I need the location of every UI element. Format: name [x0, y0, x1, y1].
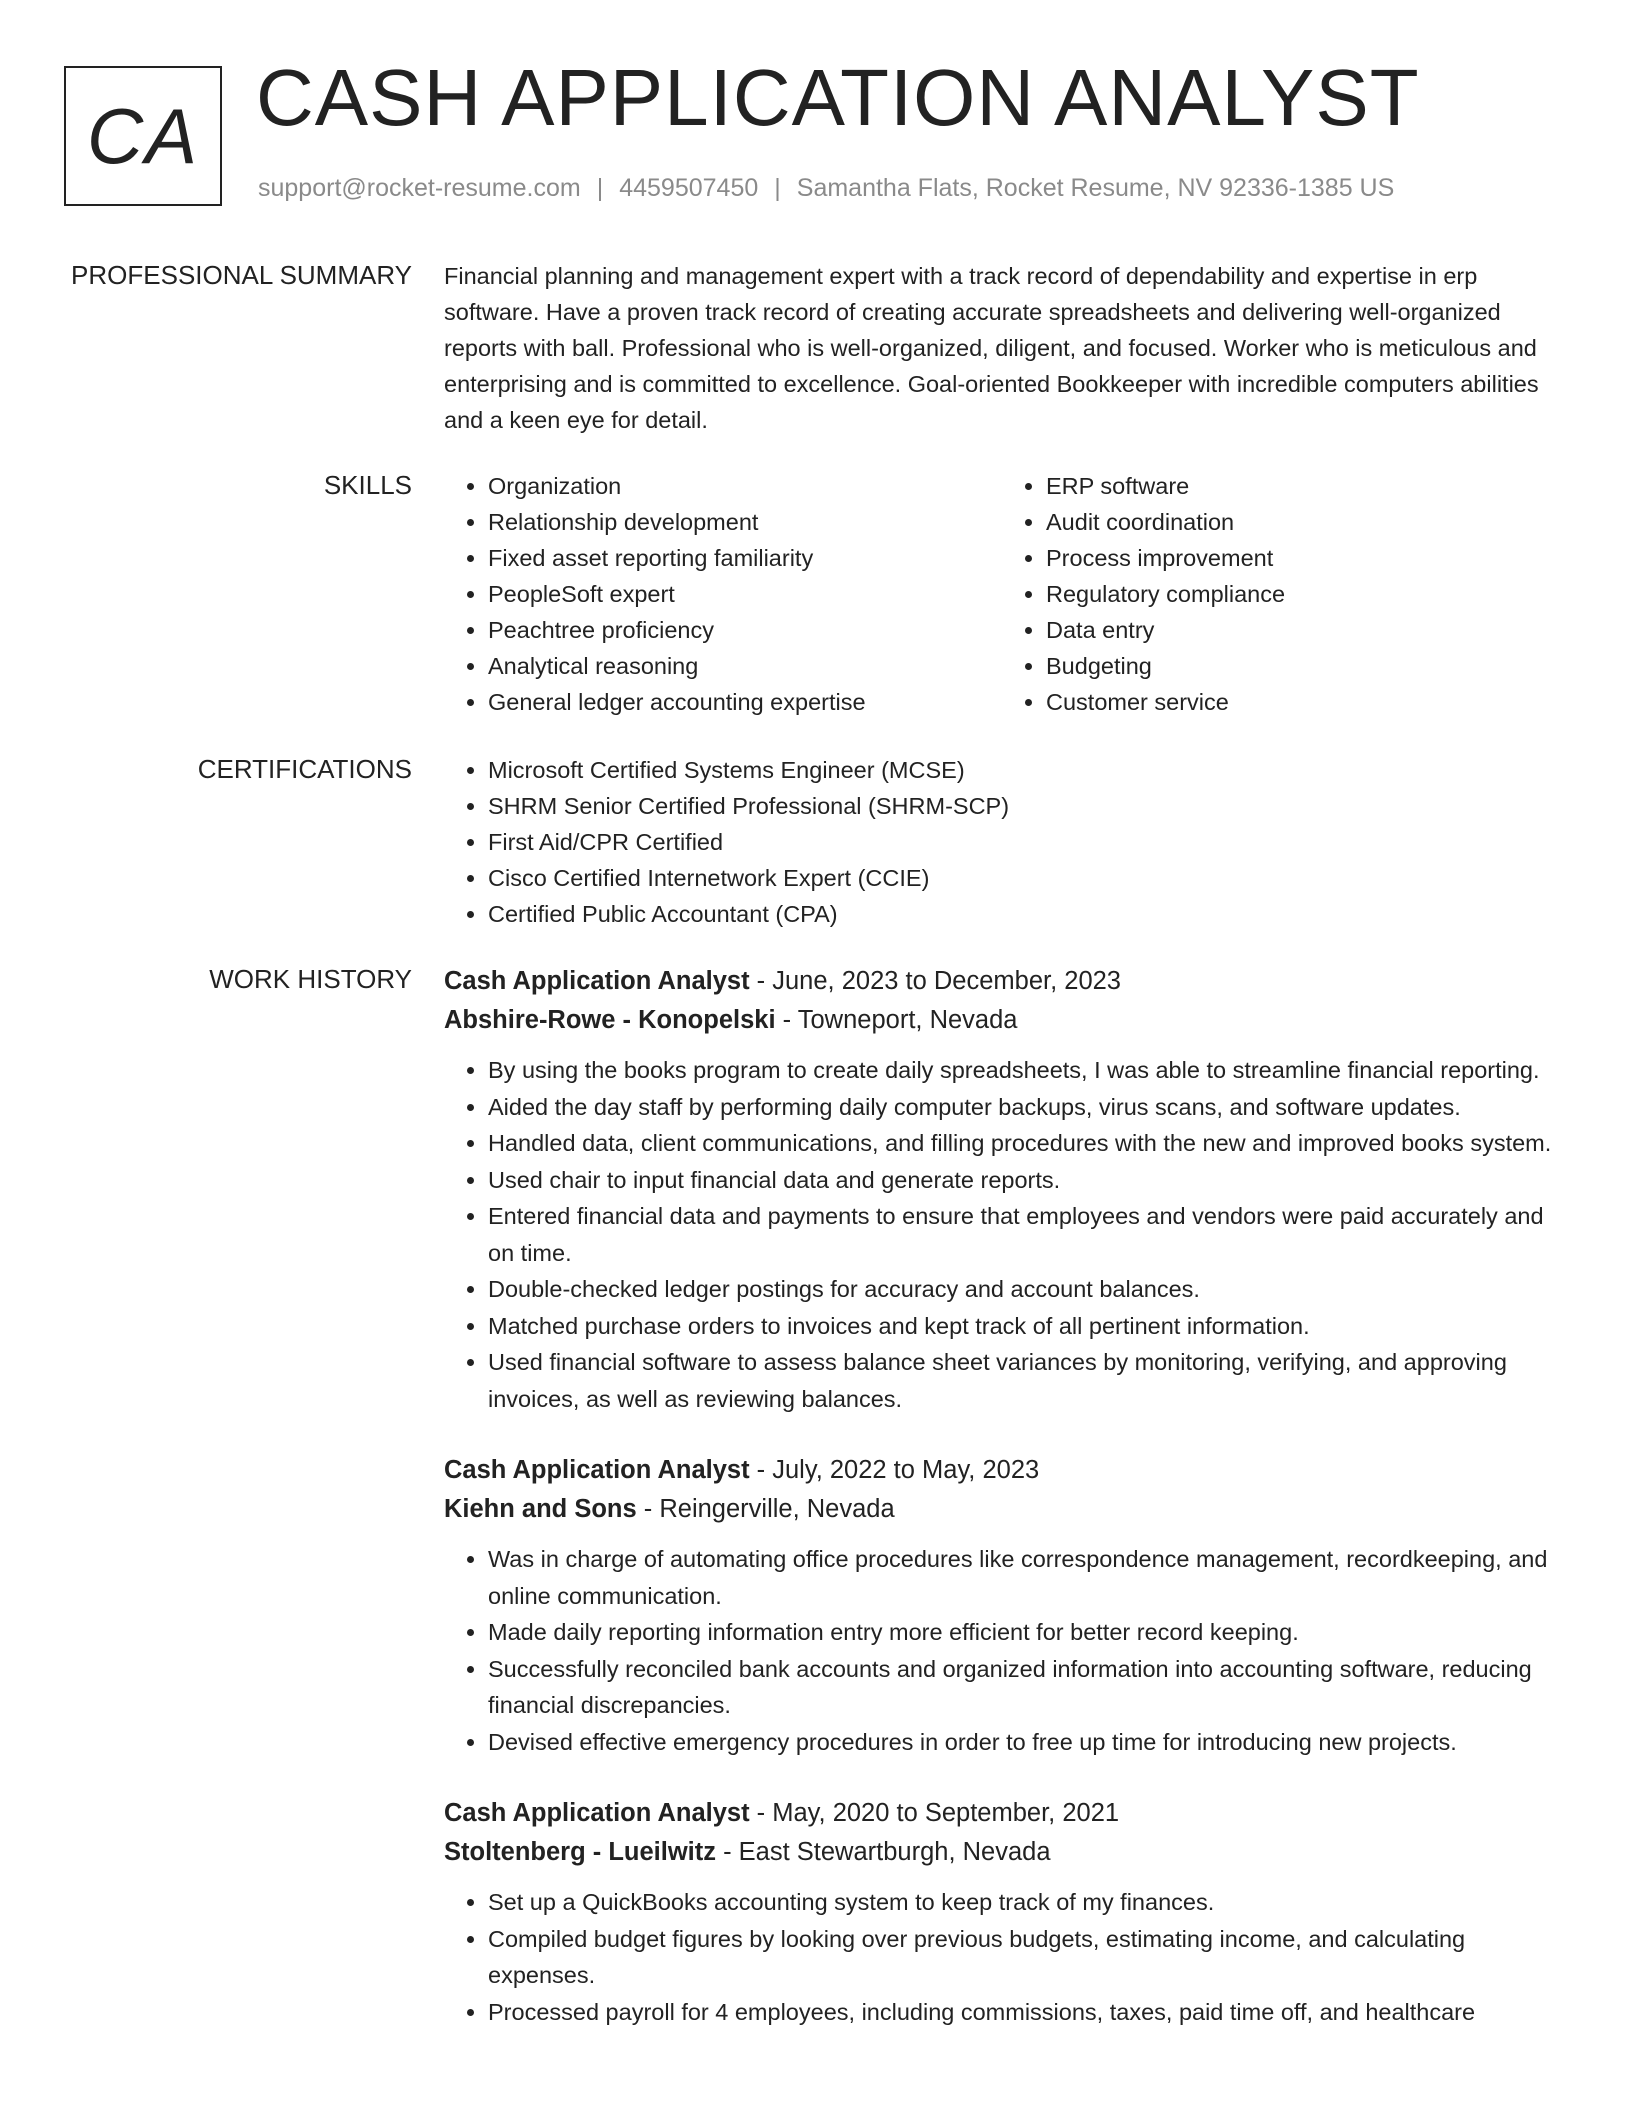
- list-item: • Cisco Certified Internetwork Expert (CCIE): [488, 860, 1560, 896]
- section-title-certifications: CERTIFICATIONS: [197, 754, 412, 784]
- list-item: • By using the books program to create daily spreadsheets, I was able to streamline financial reporting.: [488, 1052, 1560, 1089]
- job-title-line: [444, 962, 1560, 1001]
- contact-separator: |: [774, 174, 781, 202]
- list-item: • Devised effective emergency procedures in order to free up time for introducing new projects.: [488, 1724, 1560, 1761]
- list-item: • Customer service: [1046, 684, 1560, 720]
- section-title-skills: SKILLS: [323, 470, 412, 500]
- list-item: • Data entry: [1046, 612, 1560, 648]
- job-bullets: [444, 1541, 1560, 1760]
- list-item: • Handled data, client communications, and filling procedures with the new and improved books system.: [488, 1125, 1560, 1162]
- job-company: Stoltenberg - Lueilwitz: [444, 1838, 716, 1866]
- list-item: • Regulatory compliance: [1046, 576, 1560, 612]
- list-item: • Was in charge of automating office procedures like correspondence management, recordkeeping, and online communication.: [488, 1541, 1560, 1614]
- job-entry: [444, 1451, 1560, 1760]
- job-bullets: [444, 1884, 1560, 2030]
- certifications-body: [444, 752, 1560, 932]
- section-title-summary: PROFESSIONAL SUMMARY: [71, 260, 412, 290]
- page-title: CASH APPLICATION ANALYST: [256, 53, 1420, 142]
- job-role: Cash Application Analyst: [444, 1456, 750, 1484]
- list-item: • Matched purchase orders to invoices and kept track of all pertinent information.: [488, 1308, 1560, 1345]
- job-company: Kiehn and Sons: [444, 1495, 637, 1523]
- contact-email[interactable]: support@rocket-resume.com: [258, 174, 581, 202]
- list-item: • Used chair to input financial data and generate reports.: [488, 1162, 1560, 1199]
- list-item: • Compiled budget figures by looking over previous budgets, estimating income, and calculating expenses.: [488, 1921, 1560, 1994]
- job-bullets: [444, 1052, 1560, 1417]
- skills-body: [444, 468, 1560, 720]
- skills-list-left: [444, 468, 1002, 720]
- job-location: - East Stewartburgh, Nevada: [716, 1838, 1051, 1866]
- job-location: - Reingerville, Nevada: [636, 1495, 895, 1523]
- job-role: Cash Application Analyst: [444, 967, 750, 995]
- certifications-list: [444, 752, 1560, 932]
- list-item: • Budgeting: [1046, 648, 1560, 684]
- job-role: Cash Application Analyst: [444, 1799, 750, 1827]
- list-item: • Organization: [488, 468, 1002, 504]
- job-company: Abshire-Rowe - Konopelski: [444, 1006, 776, 1034]
- work-history-body: [444, 962, 1560, 2064]
- skills-list-right: [1002, 468, 1560, 720]
- list-item: • Relationship development: [488, 504, 1002, 540]
- list-item: • Aided the day staff by performing daily computer backups, virus scans, and software updates.: [488, 1089, 1560, 1126]
- job-location: - Towneport, Nevada: [775, 1006, 1018, 1034]
- summary-body: [444, 258, 1560, 438]
- job-dates: - June, 2023 to December, 2023: [749, 967, 1121, 995]
- job-company-line: [444, 1490, 1560, 1529]
- list-item: • SHRM Senior Certified Professional (SHRM-SCP): [488, 788, 1560, 824]
- job-entry: [444, 962, 1560, 1417]
- job-company-line: [444, 1001, 1560, 1040]
- list-item: • Used financial software to assess balance sheet variances by monitoring, verifying, and approving invoices, as well as reviewing balances.: [488, 1344, 1560, 1417]
- summary-text: Financial planning and management expert with a track record of dependability and expertise in erp software. Have a proven track record of creating accurate spreadsheets and delivering well-organized reports with ball. Professional who is well-organized, diligent, and focused. Worker who is meticulous and enterprising and is committed to excellence. Goal-oriented Bookkeeper with incredible computers abilities and a keen eye for detail.: [444, 263, 1539, 433]
- list-item: • Process improvement: [1046, 540, 1560, 576]
- monogram-logo: CA: [64, 66, 222, 206]
- list-item: • Certified Public Accountant (CPA): [488, 896, 1560, 932]
- list-item: • Double-checked ledger postings for accuracy and account balances.: [488, 1271, 1560, 1308]
- list-item: • Analytical reasoning: [488, 648, 1002, 684]
- job-company-line: [444, 1833, 1560, 1872]
- list-item: • Set up a QuickBooks accounting system to keep track of my finances.: [488, 1884, 1560, 1921]
- contact-line: [258, 174, 1394, 203]
- list-item: • PeopleSoft expert: [488, 576, 1002, 612]
- contact-separator: |: [596, 174, 604, 202]
- list-item: • Microsoft Certified Systems Engineer (MCSE): [488, 752, 1560, 788]
- list-item: • Made daily reporting information entry more efficient for better record keeping.: [488, 1614, 1560, 1651]
- job-title-line: [444, 1451, 1560, 1490]
- contact-address: Samantha Flats, Rocket Resume, NV 92336-1385 US: [796, 174, 1395, 202]
- job-dates: - July, 2022 to May, 2023: [749, 1456, 1040, 1484]
- job-title-line: [444, 1794, 1560, 1833]
- list-item: • General ledger accounting expertise: [488, 684, 1002, 720]
- job-dates: - May, 2020 to September, 2021: [749, 1799, 1120, 1827]
- contact-phone[interactable]: 4459507450: [619, 174, 759, 202]
- list-item: • Entered financial data and payments to ensure that employees and vendors were paid accurately and on time.: [488, 1198, 1560, 1271]
- list-item: • Peachtree proficiency: [488, 612, 1002, 648]
- list-item: • ERP software: [1046, 468, 1560, 504]
- list-item: • Audit coordination: [1046, 504, 1560, 540]
- job-entry: [444, 1794, 1560, 2030]
- list-item: • First Aid/CPR Certified: [488, 824, 1560, 860]
- list-item: • Successfully reconciled bank accounts and organized information into accounting software, reducing financial discrepancies.: [488, 1651, 1560, 1724]
- section-title-work-history: WORK HISTORY: [209, 964, 412, 994]
- list-item: • Fixed asset reporting familiarity: [488, 540, 1002, 576]
- list-item: • Processed payroll for 4 employees, including commissions, taxes, paid time off, and healthcare: [488, 1994, 1560, 2031]
